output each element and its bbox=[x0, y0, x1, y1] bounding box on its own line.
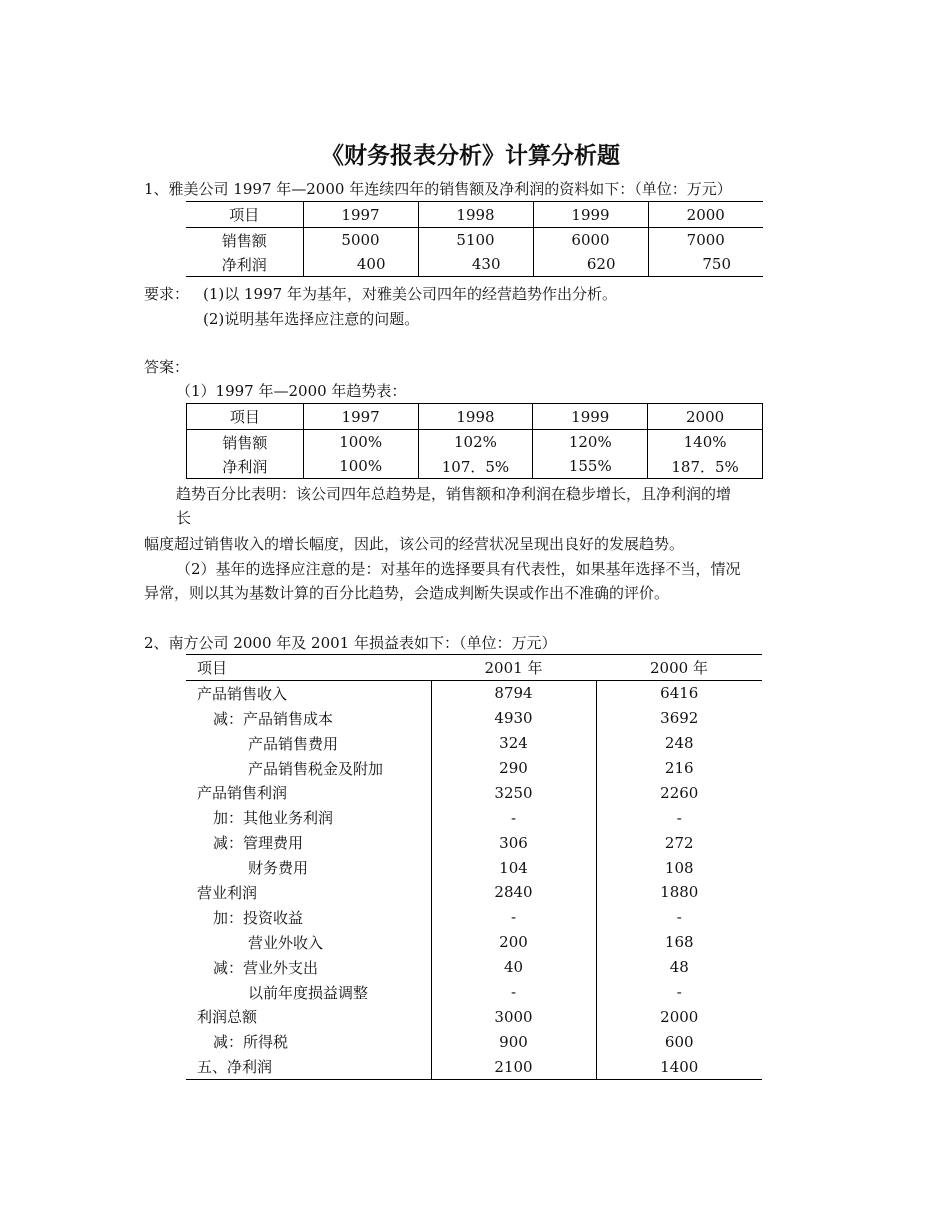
table-cell: 107．5% bbox=[418, 454, 533, 479]
table-row bbox=[186, 1054, 762, 1079]
table-row bbox=[186, 905, 762, 930]
requirement-label: 要求： bbox=[144, 285, 190, 303]
table-cell: 100% bbox=[303, 454, 418, 479]
table-row bbox=[186, 930, 762, 955]
table-cell: 102% bbox=[418, 430, 533, 455]
header-cell: 1997 bbox=[303, 404, 418, 430]
value-2000: - bbox=[596, 905, 762, 930]
value-2001: 3250 bbox=[431, 780, 596, 805]
sales-profit-table bbox=[186, 201, 763, 277]
value-2001: - bbox=[431, 905, 596, 930]
answer-1-title: （1）1997 年—2000 年趋势表： bbox=[176, 382, 407, 400]
trend-table bbox=[186, 403, 763, 479]
value-2001: - bbox=[431, 805, 596, 830]
trend-explanation-line-2: 长 bbox=[176, 509, 192, 527]
value-2001: 3000 bbox=[431, 1004, 596, 1029]
trend-explanation-line-1: 趋势百分比表明：该公司四年总趋势是，销售额和净利润在稳步增长，且净利润的增 bbox=[176, 485, 732, 503]
table-cell: 100% bbox=[303, 430, 418, 455]
row-label: 净利润 bbox=[221, 255, 267, 274]
header-cell: 1999 bbox=[533, 404, 648, 430]
table-row bbox=[186, 1029, 762, 1054]
header-cell: 项目 bbox=[186, 202, 303, 228]
table-row bbox=[186, 805, 762, 830]
table-row bbox=[186, 680, 762, 705]
header-cell: 1998 bbox=[418, 202, 533, 228]
value-2000: 272 bbox=[596, 830, 762, 855]
value-2001: 306 bbox=[431, 830, 596, 855]
row-label: 产品销售税金及附加 bbox=[248, 759, 384, 778]
table-cell: 620 bbox=[533, 252, 648, 277]
header-cell: 项目 bbox=[186, 655, 431, 681]
value-2000: 108 bbox=[596, 855, 762, 880]
row-label: 减：营业外支出 bbox=[213, 958, 319, 977]
table-cell: 187．5% bbox=[648, 454, 763, 479]
header-cell: 2000 年 bbox=[596, 655, 762, 681]
table-row bbox=[186, 855, 762, 880]
table-cell: 140% bbox=[648, 430, 763, 455]
trend-explanation-line-3: 幅度超过销售收入的增长幅度，因此，该公司的经营状况呈现出良好的发展趋势。 bbox=[144, 535, 685, 553]
row-label: 加：其他业务利润 bbox=[213, 809, 334, 828]
table-header-row bbox=[186, 202, 763, 228]
value-2000: 2000 bbox=[596, 1004, 762, 1029]
value-2000: - bbox=[596, 805, 762, 830]
value-2000: 600 bbox=[596, 1029, 762, 1054]
income-statement-table bbox=[186, 654, 762, 1080]
value-2000: 1400 bbox=[596, 1054, 762, 1079]
table-header-row bbox=[186, 655, 762, 681]
row-label: 财务费用 bbox=[248, 859, 309, 878]
table-row bbox=[186, 731, 762, 756]
value-2001: 40 bbox=[431, 955, 596, 980]
value-2001: 4930 bbox=[431, 706, 596, 731]
value-2001: - bbox=[431, 980, 596, 1005]
row-label: 销售额 bbox=[221, 231, 267, 250]
value-2000: 2260 bbox=[596, 780, 762, 805]
table-cell: 120% bbox=[533, 430, 648, 455]
table-row bbox=[186, 880, 762, 905]
table-row bbox=[186, 252, 763, 277]
value-2000: 248 bbox=[596, 731, 762, 756]
value-2000: 3692 bbox=[596, 706, 762, 731]
table-row bbox=[186, 1004, 762, 1029]
answer-2-line-1: （2）基年的选择应注意的是：对基年的选择要具有代表性，如果基年选择不当，情况 bbox=[176, 560, 741, 578]
value-2001: 200 bbox=[431, 930, 596, 955]
table-row bbox=[186, 780, 762, 805]
row-label: 减：管理费用 bbox=[213, 834, 304, 853]
table-cell: 750 bbox=[648, 252, 763, 277]
requirement-2: (2)说明基年选择应注意的问题。 bbox=[203, 310, 420, 328]
question-2-intro: 2、南方公司 2000 年及 2001 年损益表如下：（单位：万元） bbox=[144, 634, 557, 652]
value-2000: 6416 bbox=[596, 680, 762, 705]
value-2000: 48 bbox=[596, 955, 762, 980]
row-label: 销售额 bbox=[222, 433, 268, 452]
row-label: 减：所得税 bbox=[213, 1033, 289, 1052]
header-cell: 1998 bbox=[418, 404, 533, 430]
value-2001: 324 bbox=[431, 731, 596, 756]
page-title: 《财务报表分析》计算分析题 bbox=[321, 143, 620, 169]
header-cell: 2001 年 bbox=[431, 655, 596, 681]
table-row bbox=[186, 980, 762, 1005]
value-2000: - bbox=[596, 980, 762, 1005]
header-cell: 2000 bbox=[648, 202, 763, 228]
question-1-intro: 1、雅美公司 1997 年—2000 年连续四年的销售额及净利润的资料如下：（单位：万元） bbox=[144, 180, 732, 198]
row-label: 五、净利润 bbox=[197, 1058, 273, 1077]
value-2001: 104 bbox=[431, 855, 596, 880]
row-label: 以前年度损益调整 bbox=[248, 983, 369, 1002]
value-2001: 900 bbox=[431, 1029, 596, 1054]
answer-2-line-2: 异常，则以其为基数计算的百分比趋势，会造成判断失误或作出不准确的评价。 bbox=[144, 584, 670, 602]
value-2001: 2840 bbox=[431, 880, 596, 905]
row-label: 减：产品销售成本 bbox=[213, 709, 334, 728]
table-row bbox=[186, 756, 762, 781]
header-cell: 1999 bbox=[533, 202, 648, 228]
table-row bbox=[186, 955, 762, 980]
answer-label: 答案： bbox=[144, 358, 190, 376]
table-cell: 5000 bbox=[303, 228, 418, 253]
row-label: 利润总额 bbox=[197, 1008, 258, 1027]
row-label: 营业外收入 bbox=[248, 933, 324, 952]
value-2000: 216 bbox=[596, 756, 762, 781]
row-label: 产品销售费用 bbox=[248, 734, 339, 753]
row-label: 营业利润 bbox=[197, 883, 258, 902]
table-cell: 430 bbox=[418, 252, 533, 277]
table-cell: 400 bbox=[303, 252, 418, 277]
header-cell: 1997 bbox=[303, 202, 418, 228]
row-label: 加：投资收益 bbox=[213, 908, 304, 927]
table-row bbox=[187, 430, 763, 455]
table-cell: 7000 bbox=[648, 228, 763, 253]
value-2001: 2100 bbox=[431, 1054, 596, 1079]
value-2001: 290 bbox=[431, 756, 596, 781]
value-2000: 168 bbox=[596, 930, 762, 955]
header-cell: 2000 bbox=[648, 404, 763, 430]
value-2000: 1880 bbox=[596, 880, 762, 905]
row-label: 产品销售利润 bbox=[197, 784, 288, 803]
value-2001: 8794 bbox=[431, 680, 596, 705]
table-cell: 6000 bbox=[533, 228, 648, 253]
table-row bbox=[186, 830, 762, 855]
row-label: 净利润 bbox=[222, 457, 268, 476]
table-row bbox=[187, 454, 763, 479]
requirement-1: (1)以 1997 年为基年，对雅美公司四年的经营趋势作出分析。 bbox=[203, 285, 617, 303]
row-label: 产品销售收入 bbox=[197, 684, 288, 703]
header-cell: 项目 bbox=[187, 404, 304, 430]
table-cell: 155% bbox=[533, 454, 648, 479]
table-cell: 5100 bbox=[418, 228, 533, 253]
table-row bbox=[186, 706, 762, 731]
table-row bbox=[186, 228, 763, 253]
table-header-row bbox=[187, 404, 763, 430]
